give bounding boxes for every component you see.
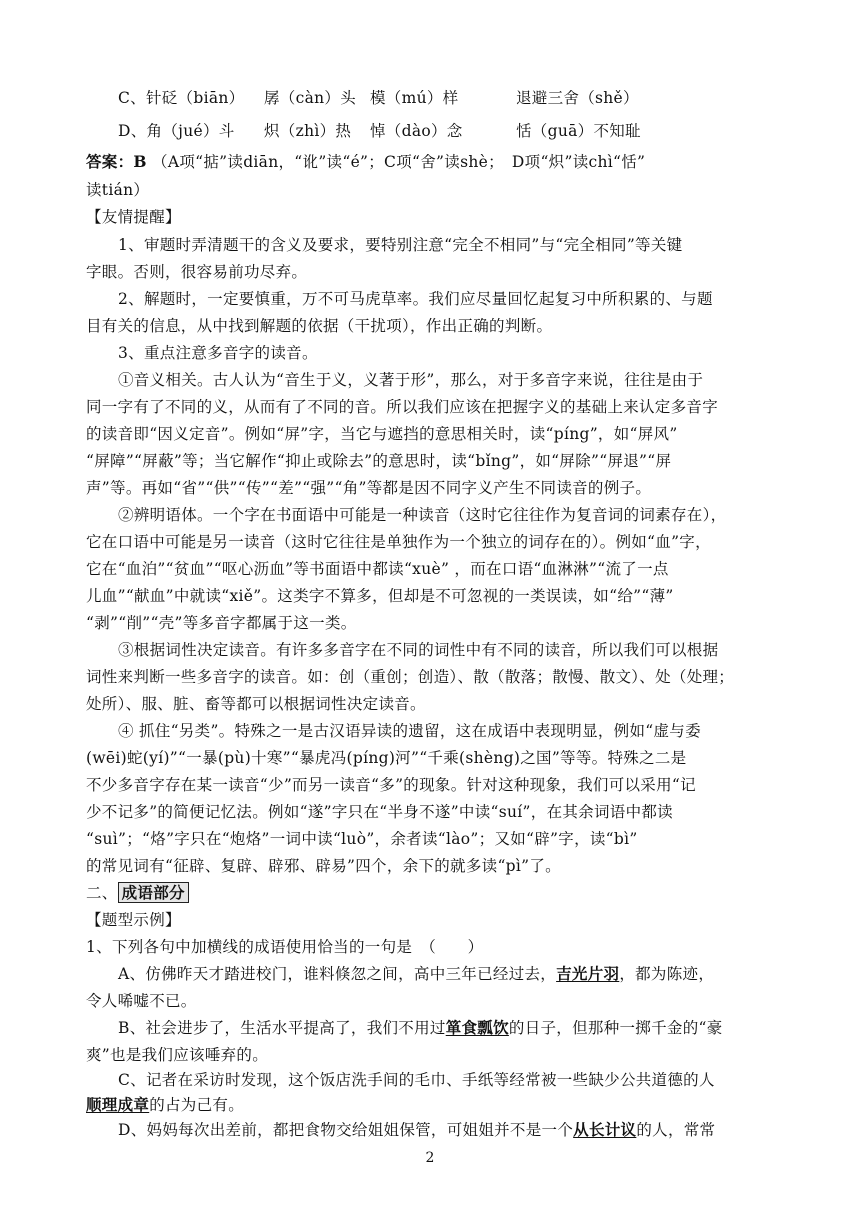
- tip-line: 不少多音字存在某一读音“少”而另一读音“多”的现象。针对这种现象，我们可以采用“记: [86, 776, 696, 794]
- tip-line: 词性来判断一些多音字的读音。如：创（重创；创造）、散（散落；散慢、散文）、处（处理；: [86, 668, 735, 686]
- tip-line: ①音义相关。古人认为“音生于义，义著于形”，那么，对于多音字来说，往往是由于: [118, 371, 704, 389]
- option-a-idiom: 吉光片羽: [556, 964, 620, 983]
- tip-line: ②辨明语体。一个字在书面语中可能是一种读音（这时它往往作为复音词的词素存在），: [118, 506, 727, 524]
- tip-line: 儿血”“献血”中就读“xiě”。这类字不算多，但却是不可忽视的一类误读，如“给”“薄”: [86, 587, 674, 605]
- tip-line: 它在“血泊”“贫血”“呕心沥血”等书面语中都读“xuè” ，而在口语“血淋淋”“流了一点: [86, 560, 669, 578]
- option-c-line-2: [86, 1095, 786, 1115]
- tip-line: 1、审题时弄清题干的含义及要求，要特别注意“完全不相同”与“完全相同”等关键: [118, 236, 683, 254]
- tip-line: 它在口语中可能是另一读音（这时它往往是单独作为一个独立的词存在的）。例如“血”字，: [86, 533, 711, 551]
- option-c-row: [118, 88, 788, 108]
- option-d-post: 的人，常常: [636, 1121, 716, 1139]
- tip-line: 同一字有了不同的义，从而有了不同的音。所以我们应该在把握字义的基础上来认定多音字: [86, 398, 719, 416]
- option-c-idiom: 顺理成章: [86, 1095, 150, 1114]
- example-heading: 【题型示例】: [86, 911, 181, 929]
- option-b-line-2: 爽”也是我们应该唾弃的。: [86, 1046, 269, 1064]
- option-c-3: 模（mú）样: [370, 89, 459, 107]
- option-d-row: [118, 121, 788, 141]
- answer-line: [86, 152, 786, 172]
- option-b-text: B、社会进步了，生活水平提高了，我们不用过: [118, 1019, 446, 1037]
- option-b-idiom: 箪食瓢饮: [445, 1018, 509, 1037]
- tip-line: 声”等。再如“省”“供”“传”“差”“强”“角”等都是因不同字义产生不同读音的例子。: [86, 479, 652, 497]
- tip-line: “剥”“削”“壳”等多音字都属于这一类。: [86, 614, 357, 632]
- tip-line: 3、重点注意多音字的读音。: [118, 344, 318, 362]
- option-d-4: 恬（guā）不知耻: [516, 122, 641, 140]
- page-number: 2: [425, 1150, 435, 1166]
- tip-line: ④ 抓住“另类”。特殊之一是古汉语异读的遗留，这在成语中表现明显，例如“虚与委: [118, 722, 701, 740]
- tip-line: 处所）、服、脏、畜等都可以根据词性决定读音。: [86, 695, 426, 713]
- answer-text: （A项“掂”读diān，“讹”读“é”；C项“舍”读shè； D项“炽”读chì“恬”: [152, 153, 646, 171]
- answer-line-2: 读tián）: [86, 181, 150, 199]
- tip-line: “suì”；“烙”字只在“炮烙”一词中读“luò”，余者读“lào”；又如“辟”字，读“bì”: [86, 830, 638, 848]
- option-d-2: 炽（zhì）热: [264, 122, 352, 140]
- section-title: 成语部分: [118, 882, 189, 903]
- option-d-3: 悼（dào）念: [370, 122, 463, 140]
- section-heading: [86, 883, 786, 903]
- tip-line: 字眼。否则，很容易前功尽弃。: [86, 263, 308, 281]
- option-c-4: 退避三舍（shě）: [516, 89, 639, 107]
- option-b: [118, 1018, 788, 1038]
- tips-heading: 【友情提醒】: [86, 208, 181, 226]
- tip-line: “屏障”“屏蔽”等；当它解作“抑止或除去”的意思时，读“bǐng”，如“屏除”“屏退”“屏: [86, 452, 672, 470]
- question-stem: 1、下列各句中加横线的成语使用恰当的一句是 （ ）: [86, 938, 484, 956]
- option-b-post: 的日子，但那种一掷千金的“豪: [508, 1019, 723, 1037]
- option-c-text: C、记者在采访时发现，这个饭店洗手间的毛巾、手纸等经常被一些缺少公共道德的人: [118, 1071, 715, 1089]
- option-c-2: 孱（càn）头: [264, 89, 357, 107]
- option-d-text: D、妈妈每次出差前，都把食物交给姐姐保管，可姐姐并不是一个: [118, 1121, 574, 1139]
- tip-line: 目有关的信息，从中找到解题的依据（干扰项），作出正确的判断。: [86, 317, 553, 335]
- section-prefix: 二、: [86, 884, 118, 902]
- option-d: [118, 1120, 788, 1140]
- option-d-1: D、角（jué）斗: [118, 122, 235, 140]
- option-a-post: ，都为陈迹，: [619, 965, 715, 983]
- answer-label: 答案：B: [86, 152, 147, 171]
- tip-line: (wēi)蛇(yí)”“一暴(pù)十寒”“暴虎冯(píng)河”“千乘(shèng)之国”等等。特殊之二是: [86, 749, 687, 767]
- option-a-line-2: 令人唏嘘不已。: [86, 992, 197, 1010]
- option-c-post: 的占为己有。: [149, 1096, 245, 1114]
- option-a: [118, 964, 788, 984]
- tip-line: 少不记多”的简便记忆法。例如“遂”字只在“半身不遂”中读“suí”，在其余词语中都读: [86, 803, 673, 821]
- tip-line: 的读音即“因义定音”。例如“屏”字，当它与遮挡的意思相关时，读“píng”，如“屏风”: [86, 425, 678, 443]
- tip-line: 的常见词有“征辟、复辟、辟邪、辟易”四个，余下的就多读“pì”了。: [86, 857, 561, 875]
- tip-line: 2、解题时，一定要慎重，万不可马虎草率。我们应尽量回忆起复习中所积累的、与题: [118, 290, 713, 308]
- option-d-idiom: 从长计议: [573, 1120, 637, 1139]
- tip-line: ③根据词性决定读音。有许多多音字在不同的词性中有不同的读音，所以我们可以根据: [118, 641, 719, 659]
- option-a-text: A、仿佛昨天才踏进校门，谁料倏忽之间，高中三年已经过去，: [118, 965, 557, 983]
- option-c-1: C、针砭（biān）: [118, 89, 245, 107]
